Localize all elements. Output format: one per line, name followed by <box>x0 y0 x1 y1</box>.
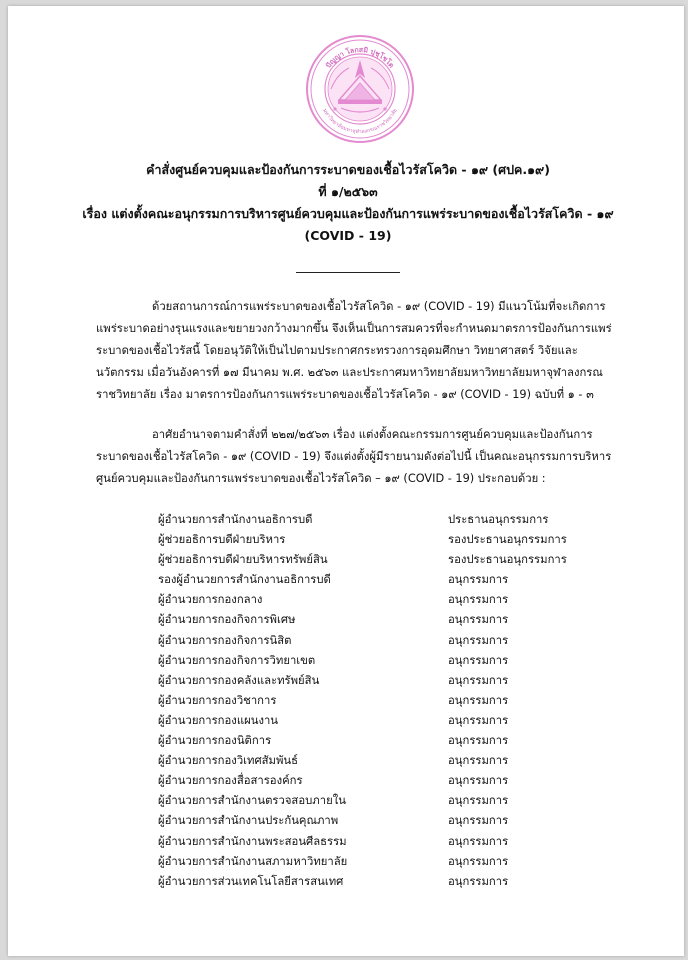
member-row <box>158 610 618 630</box>
member-row <box>158 771 618 791</box>
heading-divider <box>296 272 400 273</box>
member-position: อนุกรรมการ <box>448 613 509 627</box>
member-row <box>158 751 618 771</box>
order-subject-english: (COVID - 19) <box>304 228 392 243</box>
member-role: ผู้อำนวยการสำนักงานอธิการบดี <box>158 513 313 526</box>
body-paragraph-authority: อาศัยอำนาจตามคำสั่งที่ ๒๒๗/๒๕๖๓ เรื่อง แต่งตั้งคณะกรรมการศูนย์ควบคุมและป้องกันการระบาดของเชื้อไวรัสโควิด - ๑๙ (COVID - 19) จึงแต่งตั้งผู้มีรายนามดังต่อไปนี้ เป็นคณะอนุกรรมการบริหารศูนย์ควบคุมและป้องกันการแพร่ระบาดของเชื้อไวรัสโควิด – ๑๙ (COVID - 19) ประกอบด้วย : <box>96 428 612 485</box>
member-position: อนุกรรมการ <box>448 734 509 748</box>
member-position: อนุกรรมการ <box>448 794 509 808</box>
member-role: ผู้อำนวยการกองกิจการวิทยาเขต <box>158 653 316 667</box>
member-row <box>158 550 618 570</box>
member-role: ผู้อำนวยการกองวิเทศสัมพันธ์ <box>158 754 299 768</box>
member-role: ผู้อำนวยการสำนักงานสภามหาวิทยาลัย <box>158 854 348 868</box>
member-row <box>158 811 618 831</box>
member-row <box>158 691 618 711</box>
member-row <box>158 530 618 550</box>
member-role: ผู้อำนวยการสำนักงานตรวจสอบภายใน <box>158 794 346 808</box>
member-position: อนุกรรมการ <box>448 693 509 707</box>
member-role: ผู้อำนวยการกองสื่อสารองค์กร <box>158 774 303 788</box>
member-position: รองประธานอนุกรรมการ <box>448 533 567 547</box>
body-paragraph-background: ด้วยสถานการณ์การแพร่ระบาดของเชื้อไวรัสโควิด - ๑๙ (COVID - 19) มีแนวโน้มที่จะเกิดการแพร่ระบาดอย่างรุนแรงและขยายวงกว้างมากขึ้น จึงเห็นเป็นการสมควรที่จะกำหนดมาตรการป้องกันการแพร่ระบาดของเชื้อไวรัสนี้ โดยอนุวัติให้เป็นไปตามประกาศกระทรวงการอุดมศึกษา วิทยาศาสตร์ วิจัยและนวัตกรรม เมื่อวันอังคารที่ ๑๗ มีนาคม พ.ศ. ๒๕๖๓ และประกาศมหาวิทยาลัยมหาวิทยาลัยมหาจุฬาลงกรณราชวิทยาลัย เรื่อง มาตรการป้องกันการแพร่ระบาดของเชื้อไวรัสโควิด - ๑๙ (COVID - 19) ฉบับที่ ๑ - ๓ <box>96 300 612 401</box>
member-row <box>158 872 618 892</box>
member-position: อนุกรรมการ <box>448 673 509 687</box>
member-position: อนุกรรมการ <box>448 774 509 788</box>
member-role: ผู้อำนวยการสำนักงานประกันคุณภาพ <box>158 814 339 828</box>
order-number: ที่ ๑/๒๕๖๓ <box>318 184 378 199</box>
member-position: อนุกรรมการ <box>448 854 509 868</box>
member-role: ผู้อำนวยการกองวิชาการ <box>158 693 277 707</box>
member-role: ผู้ช่วยอธิการบดีฝ่ายบริหาร <box>158 533 286 547</box>
member-row <box>158 671 618 691</box>
member-role: ผู้อำนวยการกองคลังและทรัพย์สิน <box>158 673 320 687</box>
member-position: อนุกรรมการ <box>448 593 509 607</box>
member-list <box>158 510 618 892</box>
member-position: อนุกรรมการ <box>448 573 509 587</box>
member-row <box>158 631 618 651</box>
member-role: ผู้อำนวยการส่วนเทคโนโลยีสารสนเทศ <box>158 874 344 888</box>
document-page <box>8 6 684 956</box>
member-role: ผู้อำนวยการกองกลาง <box>158 593 263 607</box>
member-position: อนุกรรมการ <box>448 653 509 667</box>
member-role: รองผู้อำนวยการสำนักงานอธิการบดี <box>158 573 331 587</box>
member-row <box>158 791 618 811</box>
member-position: อนุกรรมการ <box>448 713 509 727</box>
university-seal-icon <box>305 34 415 144</box>
member-row <box>158 651 618 671</box>
member-position: อนุกรรมการ <box>448 874 509 888</box>
seal-top-text: ปัญญา โลกสมิ ปุชฺโชโต <box>324 45 396 70</box>
seal-bottom-text: มหาวิทยาลัยมหาจุฬาลงกรณราชวิทยาลัย <box>321 107 399 136</box>
order-title: คำสั่งศูนย์ควบคุมและป้องกันการระบาดของเชื้อไวรัสโควิด - ๑๙ (ศปค.๑๙) <box>146 162 550 177</box>
member-row <box>158 731 618 751</box>
member-position: ประธานอนุกรรมการ <box>448 513 549 526</box>
member-position: อนุกรรมการ <box>448 754 509 768</box>
member-role: ผู้อำนวยการกองแผนงาน <box>158 713 279 727</box>
member-row <box>158 832 618 852</box>
member-position: อนุกรรมการ <box>448 814 509 828</box>
member-position: อนุกรรมการ <box>448 834 509 848</box>
member-role: ผู้อำนวยการกองนิติการ <box>158 734 272 748</box>
member-role: ผู้อำนวยการกองกิจการพิเศษ <box>158 613 296 627</box>
member-row <box>158 510 618 530</box>
order-subject: เรื่อง แต่งตั้งคณะอนุกรรมการบริหารศูนย์ควบคุมและป้องกันการแพร่ระบาดของเชื้อไวรัสโควิด - ๑๙ <box>82 206 614 221</box>
member-role: ผู้ช่วยอธิการบดีฝ่ายบริหารทรัพย์สิน <box>158 553 328 567</box>
member-row <box>158 570 618 590</box>
member-role: ผู้อำนวยการกองกิจการนิสิต <box>158 633 292 647</box>
member-role: ผู้อำนวยการสำนักงานพระสอนศีลธรรม <box>158 834 347 848</box>
member-position: อนุกรรมการ <box>448 633 509 647</box>
member-row <box>158 590 618 610</box>
member-row <box>158 852 618 872</box>
member-row <box>158 711 618 731</box>
member-position: รองประธานอนุกรรมการ <box>448 553 567 567</box>
